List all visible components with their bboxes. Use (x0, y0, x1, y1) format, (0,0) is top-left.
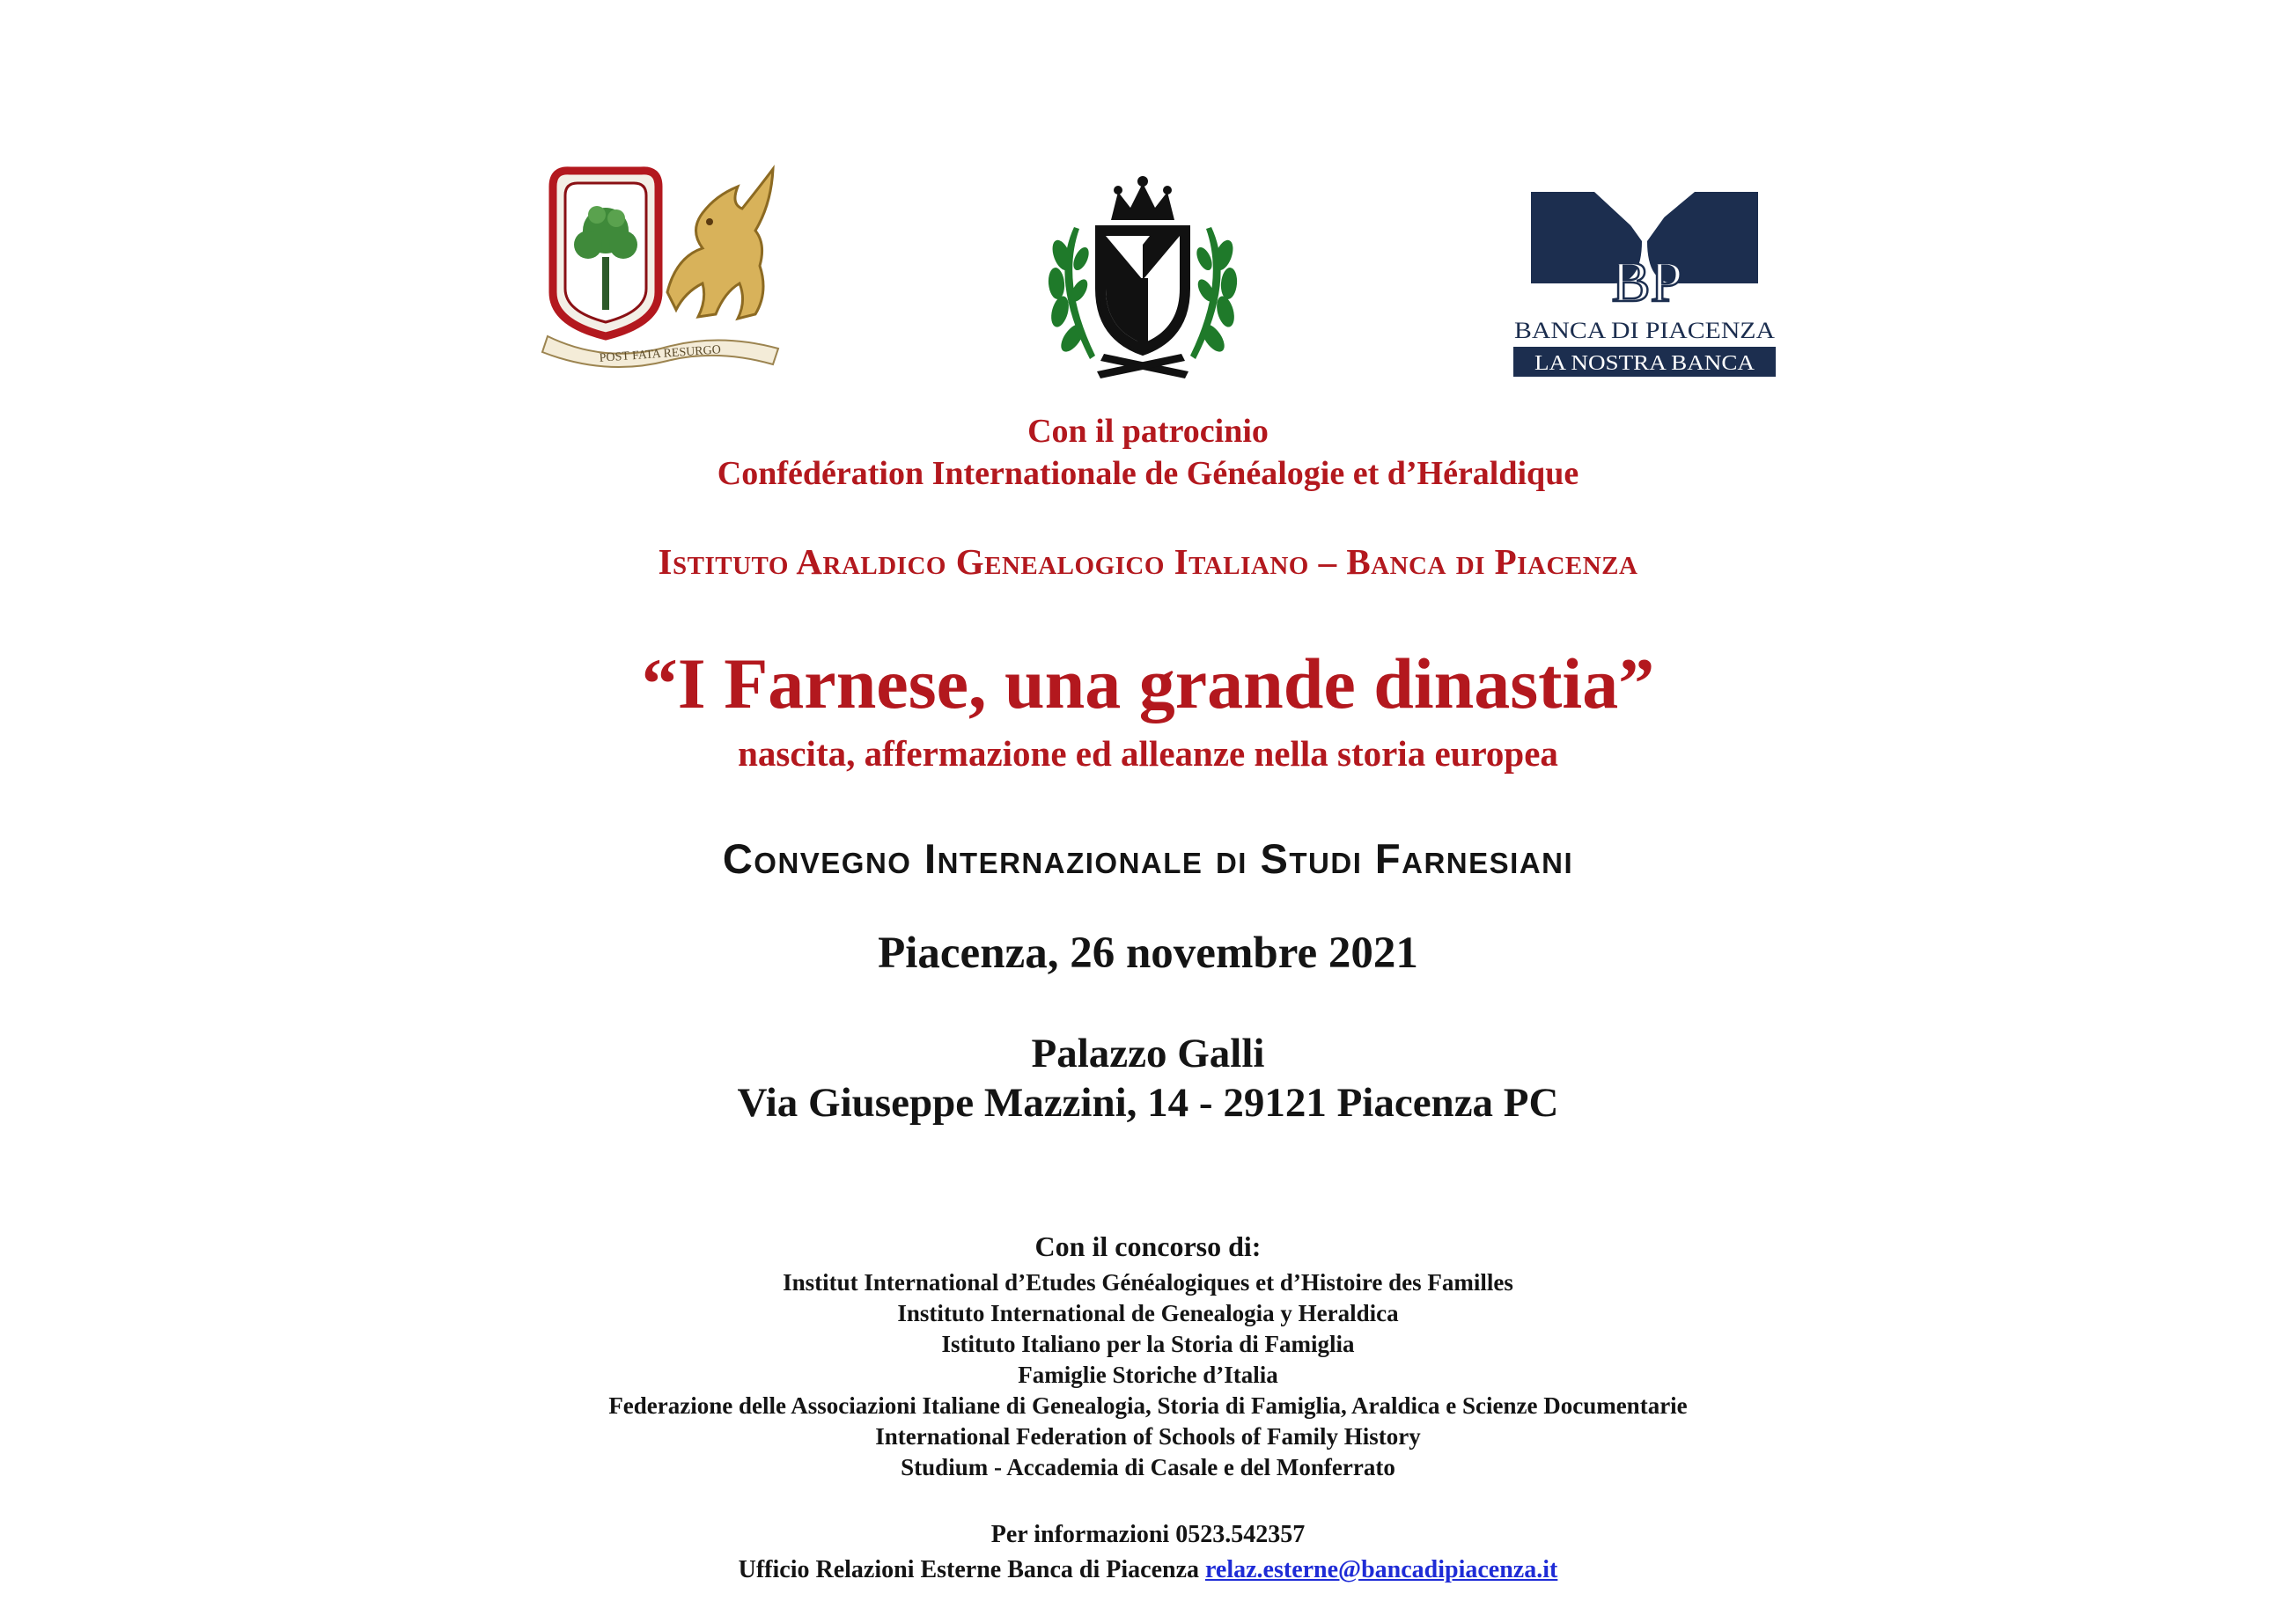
concorso-list (0, 1267, 2296, 1483)
bank-monogram: BP (1611, 250, 1683, 314)
bank-name: BANCA DI PIACENZA (1514, 318, 1776, 343)
patronage-label: Con il patrocinio (1027, 413, 1269, 450)
event-title: “I Farnese, una grande dinastia” (641, 643, 1655, 723)
contact-office: Ufficio Relazioni Esterne Banca di Piacenza (738, 1556, 1199, 1583)
list-item: Istituto Italiano per la Storia di Famiglia (941, 1331, 1355, 1357)
contact-info: Per informazioni 0523.542357 (990, 1521, 1306, 1548)
patronage-organization: Confédération Internationale de Généalogie et d’Héraldique (717, 455, 1579, 492)
contact-email-link[interactable]: relaz.esterne@bancadipiacenza.it (1205, 1556, 1558, 1583)
list-item: Institut International d’Etudes Généalogiques et d’Histoire des Familles (783, 1269, 1513, 1296)
event-venue: Palazzo Galli (1031, 1031, 1265, 1076)
event-type: Convegno Internazionale di Studi Farnesiani (722, 835, 1574, 882)
bank-tagline: LA NOSTRA BANCA (1534, 352, 1755, 375)
bank-book-logo-icon (1510, 188, 1779, 380)
logo-motto: POST FATA RESURGO (599, 343, 722, 365)
griffin-coat-of-arms-icon (535, 160, 785, 371)
event-subtitle: nascita, affermazione ed alleanze nella storia europea (738, 733, 1558, 774)
list-item: International Federation of Schools of Family History (875, 1423, 1421, 1450)
event-date: Piacenza, 26 novembre 2021 (878, 929, 1418, 978)
event-address: Via Giuseppe Mazzini, 14 - 29121 Piacenza PC (737, 1080, 1559, 1126)
list-item: Federazione delle Associazioni Italiane di Genealogia, Storia di Famiglia, Araldica e Scienze Documentarie (608, 1392, 1688, 1419)
list-item: Instituto International de Genealogia y Heraldica (897, 1300, 1399, 1326)
list-item: Studium - Accademia di Casale e del Monferrato (901, 1454, 1395, 1480)
contact-office-line (0, 1556, 2296, 1584)
organizers: Istituto Araldico Genealogico Italiano – Banca di Piacenza (658, 541, 1638, 582)
concorso-heading: Con il concorso di: (1034, 1230, 1262, 1262)
list-item: Famiglie Storiche d’Italia (1018, 1362, 1278, 1388)
crowned-shield-laurel-icon (1039, 174, 1247, 386)
